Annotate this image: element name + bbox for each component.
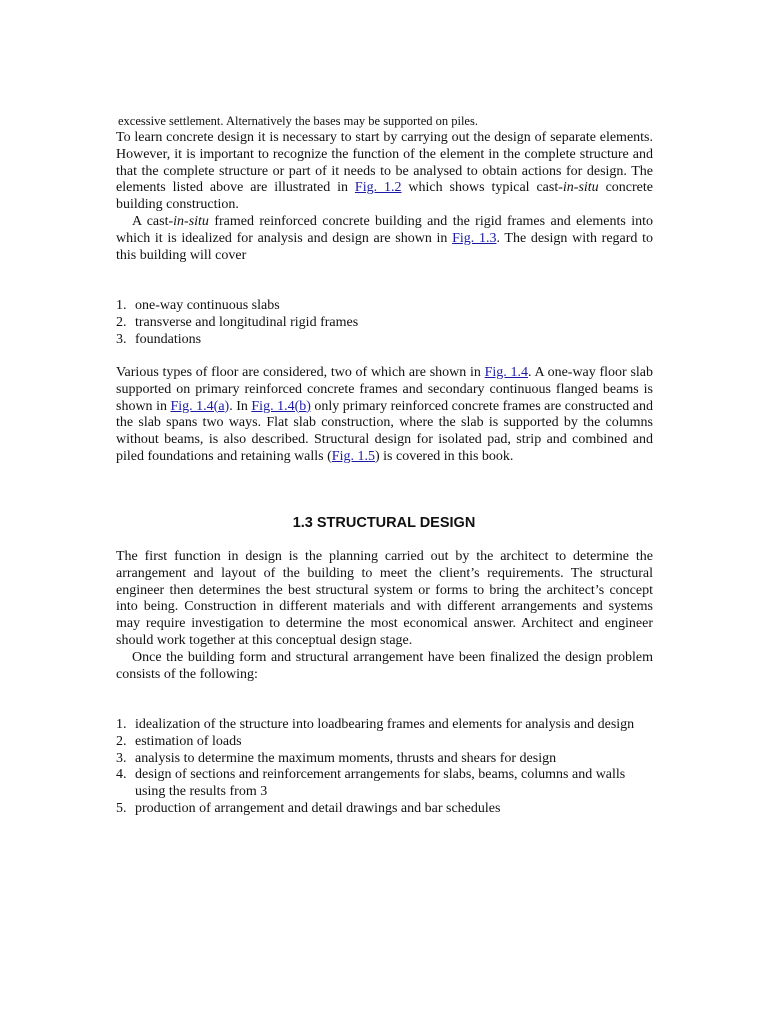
fig-1-2-link[interactable]: Fig. 1.2	[354, 180, 402, 196]
paragraph-text: . The design with regard to this building will cover	[116, 230, 653, 263]
paragraph-text: . A one-way floor slab supported on primary reinforced concrete frames and secondary continuous flanged beams is shown in	[116, 365, 654, 414]
list-number: 3.	[116, 750, 127, 766]
list-number: 1.	[116, 717, 127, 732]
paragraph-text: framed reinforced concrete building and the rigid frames and elements into which it is idealized for analysis and design are shown in	[116, 213, 653, 246]
list-item-text: foundations	[135, 331, 202, 347]
building-design-list	[116, 298, 656, 348]
italic-text: in-situ	[562, 180, 599, 196]
paragraph-text: concrete building construction.	[116, 180, 653, 213]
list-number: 5.	[116, 800, 127, 816]
paragraph-text: only primary reinforced concrete frames are constructed and the slab spans two ways. Flat slab construction, where the slab is supported by the columns without beams, is also described. Structural design for isolated pad, strip and combined and piled foundations and retaining walls (	[116, 398, 654, 464]
list-item	[116, 298, 656, 315]
paragraph-floor-types	[116, 365, 653, 466]
paragraph-text: Various types of floor are considered, two of which are shown in	[116, 365, 485, 380]
list-item-text: production of arrangement and detail drawings and bar schedules	[135, 800, 501, 816]
list-item	[116, 751, 656, 768]
list-item	[116, 717, 656, 734]
list-item-text: estimation of loads	[135, 733, 242, 749]
paragraph-elements-intro	[116, 130, 653, 264]
list-item-text: one-way continuous slabs	[135, 298, 280, 313]
fig-1-5-link[interactable]: Fig. 1.5	[331, 448, 375, 464]
continued-text-line: excessive settlement. Alternatively the bases may be supported on piles.	[118, 114, 478, 128]
section-heading: 1.3 STRUCTURAL DESIGN	[292, 515, 476, 531]
list-number: 4.	[116, 767, 127, 783]
paragraph-structural-design	[116, 549, 653, 683]
list-item-text: analysis to determine the maximum moments, thrusts and shears for design	[135, 750, 557, 766]
fig-1-4-link[interactable]: Fig. 1.4	[484, 365, 529, 380]
fig-1-4a-link[interactable]: Fig. 1.4(a)	[170, 398, 230, 414]
fig-1-3-link[interactable]: Fig. 1.3	[452, 230, 497, 246]
fig-1-4b-link[interactable]: Fig. 1.4(b)	[251, 398, 311, 414]
list-item-text: idealization of the structure into loadbearing frames and elements for analysis and design	[135, 717, 635, 732]
list-item	[116, 801, 656, 818]
italic-text: in-situ	[173, 213, 209, 229]
list-number: 2.	[116, 314, 127, 330]
paragraph-text: . In	[229, 398, 252, 414]
list-number: 2.	[116, 733, 127, 749]
paragraph-text: Once the building form and structural arrangement have been finalized the design problem consists of the following:	[116, 649, 653, 682]
design-steps-list	[116, 717, 656, 818]
list-number: 1.	[116, 298, 127, 313]
paragraph-text: The first function in design is the planning carried out by the architect to determine the arrangement and layout of the building to meet the client’s requirements. The structural engineer then determines the best structural system or forms to bring the architect’s concept into being. Construction in different materials and with different arrangements and systems may require investigation to determine the most economical answer. Architect and engineer should work together at this conceptual design stage.	[116, 549, 653, 648]
list-number: 3.	[116, 331, 127, 347]
paragraph-text: A cast-	[132, 213, 174, 229]
list-item-text: design of sections and reinforcement arrangements for slabs, beams, columns and walls using the results from 3	[135, 767, 626, 800]
list-item	[116, 734, 656, 751]
paragraph-text: ) is covered in this book.	[374, 448, 514, 464]
list-item-text: transverse and longitudinal rigid frames	[135, 314, 359, 330]
list-item	[116, 767, 656, 801]
list-item	[116, 315, 656, 332]
paragraph-text: which shows typical cast-	[401, 180, 563, 196]
list-item	[116, 332, 656, 349]
paragraph-text: To learn concrete design it is necessary to start by carrying out the design of separate elements. However, it is important to recognize the function of the element in the complete structure and that the complete structure or part of it needs to be analysed to obtain actions for design. The elements listed above are illustrated in	[116, 130, 653, 196]
